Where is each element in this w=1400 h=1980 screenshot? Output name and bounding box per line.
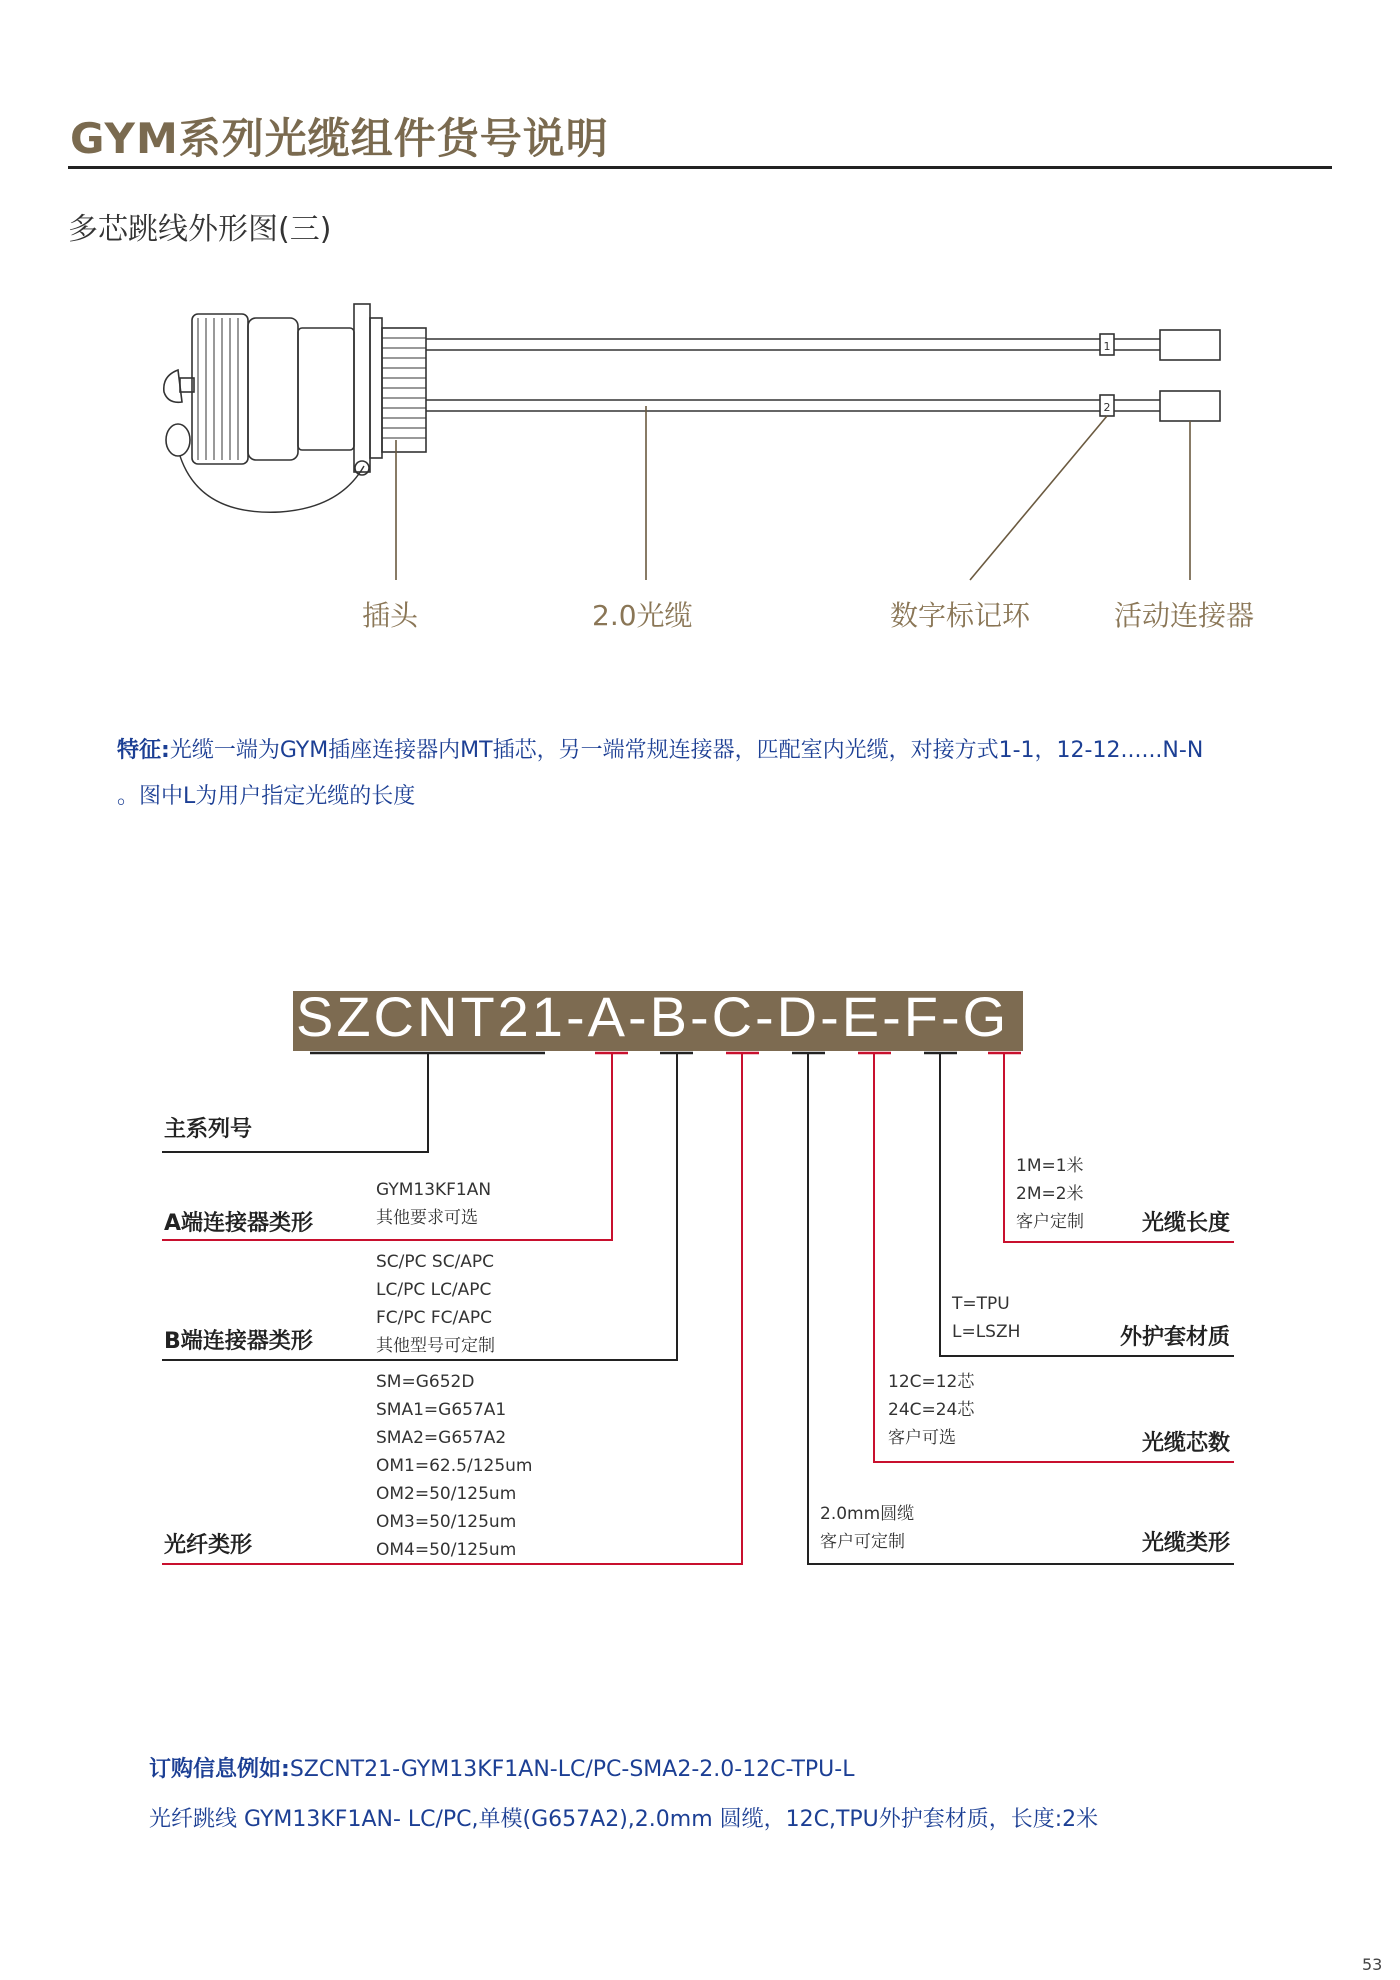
option: 2.0mm圆缆: [820, 1504, 915, 1524]
field-jacket-material: 外护套材质: [1120, 1325, 1231, 1350]
core-count-options: [888, 1368, 974, 1452]
feature-line-2: 。图中L为用户指定光缆的长度: [117, 784, 416, 809]
option: FC/PC FC/APC: [376, 1308, 493, 1328]
page-title: GYM系列光缆组件货号说明: [70, 114, 609, 163]
ring-mark-2: 2: [1103, 401, 1111, 414]
field-main-series: 主系列号: [164, 1117, 253, 1142]
option: 24C=24芯: [888, 1400, 975, 1420]
option: 客户可定制: [820, 1532, 905, 1552]
option: SMA2=G657A2: [376, 1428, 507, 1448]
fiber-type-options: [376, 1368, 532, 1564]
field-core-count: 光缆芯数: [1142, 1431, 1231, 1456]
label-connector: 活动连接器: [1114, 599, 1255, 632]
b-connector-options: [376, 1248, 495, 1360]
jacket-material-options: [952, 1290, 1020, 1346]
option: SMA1=G657A1: [376, 1400, 507, 1420]
field-a-connector: A端连接器类形: [164, 1211, 314, 1236]
option: OM2=50/125um: [376, 1484, 517, 1504]
option: 客户可选: [888, 1428, 956, 1448]
option: 2M=2米: [1016, 1184, 1084, 1204]
page-number: 53: [1362, 1955, 1383, 1974]
a-connector-options: [376, 1176, 491, 1232]
label-cable: 2.0光缆: [592, 599, 693, 632]
option: 12C=12芯: [888, 1372, 975, 1392]
order-label: 订购信息例如:: [149, 1757, 290, 1782]
cable-length-options: [1016, 1152, 1084, 1236]
label-marker-ring: 数字标记环: [890, 599, 1031, 632]
option: T=TPU: [952, 1294, 1010, 1314]
field-fiber-type: 光纤类形: [164, 1533, 253, 1558]
field-b-connector: B端连接器类形: [164, 1329, 313, 1354]
option: 客户定制: [1016, 1212, 1084, 1232]
order-description: 光纤跳线 GYM13KF1AN- LC/PC,单模(G657A2),2.0mm 圆缆，12C,TPU外护套材质，长度:2米: [149, 1807, 1099, 1832]
option: OM1=62.5/125um: [376, 1456, 533, 1476]
cable-type-options: [820, 1500, 914, 1556]
option: SM=G652D: [376, 1372, 475, 1392]
field-cable-type: 光缆类形: [1142, 1531, 1231, 1556]
option: 其他型号可定制: [376, 1336, 495, 1356]
option: SC/PC SC/APC: [376, 1252, 495, 1272]
option: OM3=50/125um: [376, 1512, 517, 1532]
field-cable-length: 光缆长度: [1142, 1211, 1231, 1236]
label-plug: 插头: [362, 599, 419, 632]
order-value: SZCNT21-GYM13KF1AN-LC/PC-SMA2-2.0-12C-TPU-L: [289, 1757, 855, 1782]
option: GYM13KF1AN: [376, 1180, 492, 1200]
section-subtitle: 多芯跳线外形图(三): [68, 212, 332, 247]
option: OM4=50/125um: [376, 1540, 517, 1560]
option: LC/PC LC/APC: [376, 1280, 492, 1300]
feature-text: 光缆一端为GYM插座连接器内MT插芯，另一端常规连接器，匹配室内光缆，对接方式1-1，12-12......N-N: [169, 738, 1204, 763]
part-code: SZCNT21-A-B-C-D-E-F-G: [296, 985, 1010, 1048]
order-example: [149, 1752, 854, 1783]
option: 1M=1米: [1016, 1156, 1084, 1176]
feature-label: 特征:: [117, 738, 170, 763]
option: 其他要求可选: [376, 1208, 478, 1228]
ring-mark-1: 1: [1103, 340, 1111, 353]
option: L=LSZH: [952, 1322, 1021, 1342]
